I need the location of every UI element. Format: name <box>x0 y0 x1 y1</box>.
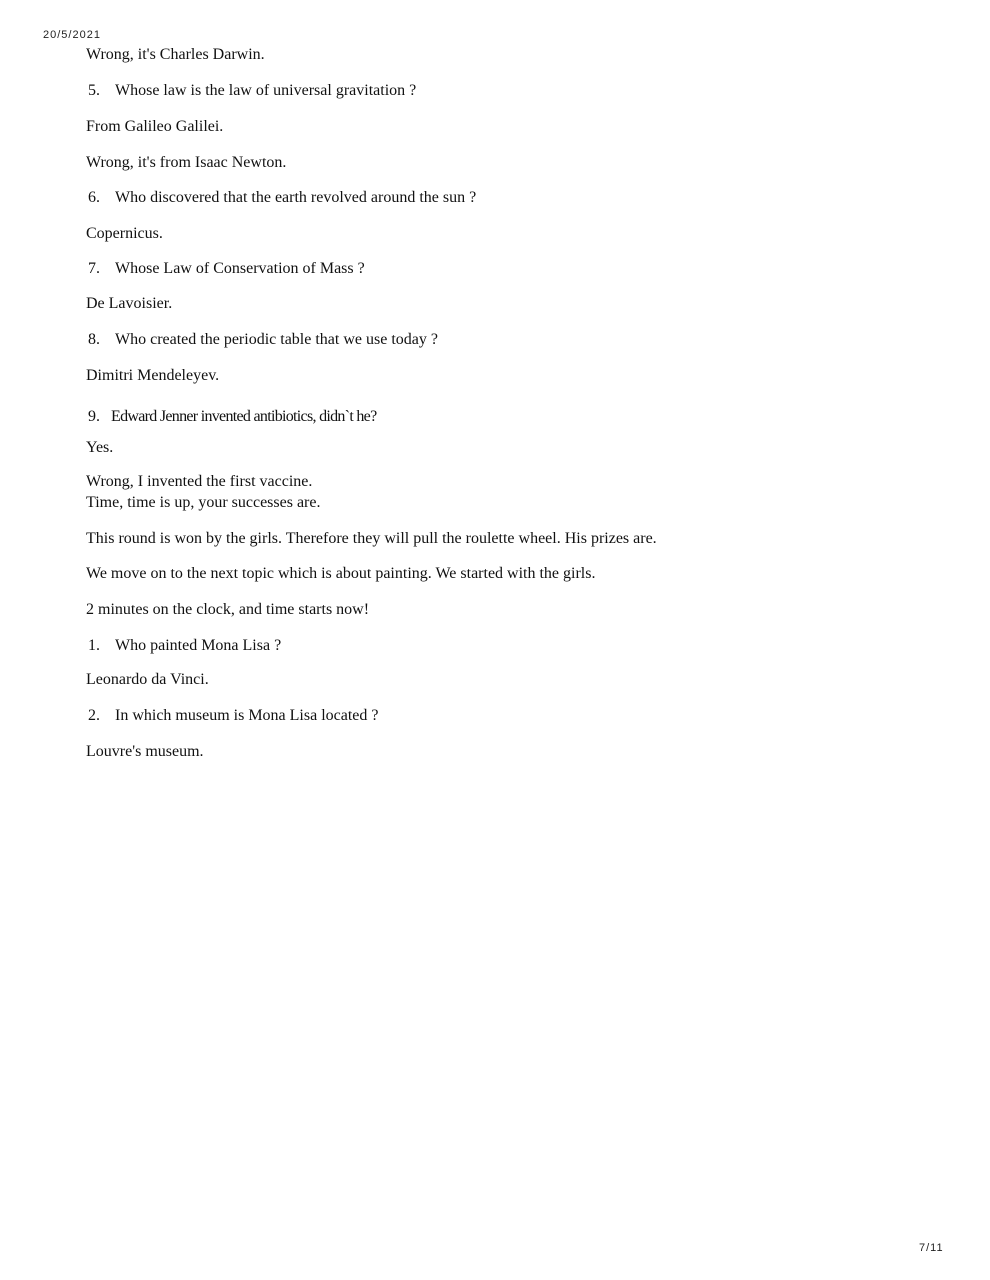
answer-text: Wrong, it's from Isaac Newton. <box>86 154 287 171</box>
answer-text: De Lavoisier. <box>86 295 173 312</box>
question-number: 1. <box>88 637 100 654</box>
question-text: Who discovered that the earth revolved around the sun ? <box>115 189 477 206</box>
answer-text: Wrong, it's Charles Darwin. <box>86 46 265 63</box>
question-number: 6. <box>88 189 100 206</box>
question-item <box>86 706 379 726</box>
question-text: Who painted Mona Lisa ? <box>115 637 282 654</box>
question-item <box>86 407 377 427</box>
narration-text: This round is won by the girls. Therefore they will pull the roulette wheel. His prizes are. <box>86 530 657 547</box>
question-number: 2. <box>88 707 100 724</box>
question-item <box>86 636 281 656</box>
answer-text: Wrong, I invented the first vaccine. <box>86 473 313 490</box>
narration-text: 2 minutes on the clock, and time starts now! <box>86 601 370 618</box>
question-number: 5. <box>88 82 100 99</box>
question-number: 8. <box>88 331 100 348</box>
answer-text: Leonardo da Vinci. <box>86 671 209 688</box>
answer-text: Louvre's museum. <box>86 743 204 760</box>
question-text: Edward Jenner invented antibiotics, didn`t he? <box>111 408 377 425</box>
question-item <box>86 188 476 208</box>
question-text: Whose Law of Conservation of Mass ? <box>115 260 365 277</box>
question-item <box>86 259 365 279</box>
answer-text: From Galileo Galilei. <box>86 118 224 135</box>
narration-text: We move on to the next topic which is about painting. We started with the girls. <box>86 565 596 582</box>
answer-text: Copernicus. <box>86 225 163 242</box>
narration-text: Time, time is up, your successes are. <box>86 494 321 511</box>
question-item <box>86 330 438 350</box>
answer-text: Yes. <box>86 439 114 456</box>
question-number: 9. <box>88 408 100 425</box>
question-number: 7. <box>88 260 100 277</box>
question-item <box>86 81 416 101</box>
question-text: In which museum is Mona Lisa located ? <box>115 707 379 724</box>
header-date: 20/5/2021 <box>43 29 101 41</box>
question-text: Who created the periodic table that we use today ? <box>115 331 438 348</box>
answer-text: Dimitri Mendeleyev. <box>86 367 220 384</box>
page-number: 7/11 <box>919 1242 944 1254</box>
question-text: Whose law is the law of universal gravitation ? <box>115 82 417 99</box>
